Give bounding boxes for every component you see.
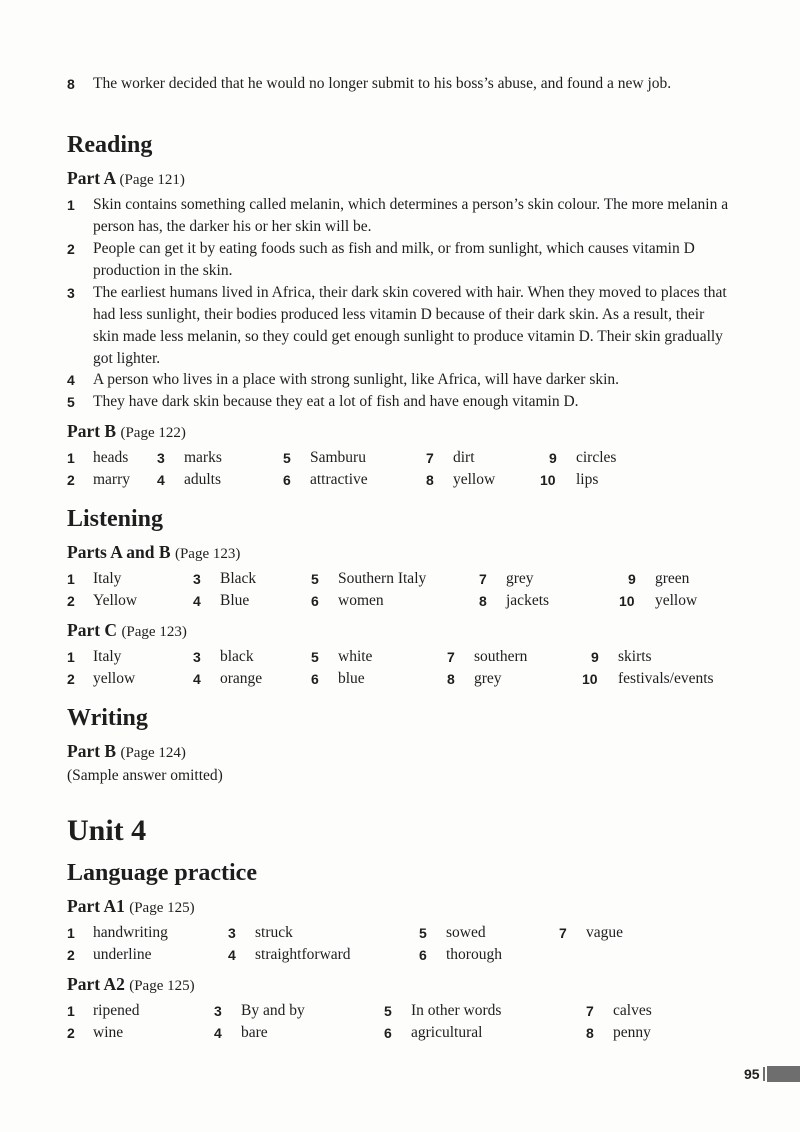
answer-word: Italy [93, 570, 122, 587]
item-number: 2 [67, 472, 75, 488]
part-heading: Parts A and B (Page 123) [67, 542, 241, 562]
item-number: 2 [67, 593, 75, 609]
answer-word: festivals/events [618, 670, 714, 687]
item-number: 7 [426, 450, 434, 466]
answer-word: white [338, 648, 373, 665]
item-number: 1 [67, 649, 75, 665]
item-number: 3 [157, 450, 165, 466]
answer-word: lips [576, 471, 599, 488]
answer-text: People can get it by eating foods such as fish and milk, or from sunlight, which causes vitamin D production in the skin. [93, 240, 695, 279]
item-number: 4 [193, 671, 201, 687]
item-number: 4 [67, 372, 75, 388]
item-number: 7 [586, 1003, 594, 1019]
answer-word: women [338, 592, 384, 609]
answer-text: They have dark skin because they eat a lot of fish and have enough vitamin D. [93, 393, 579, 410]
answer-word: grey [506, 570, 534, 587]
item-number: 6 [311, 593, 319, 609]
item-number: 4 [157, 472, 165, 488]
answer-word: circles [576, 449, 617, 466]
item-number: 5 [283, 450, 291, 466]
answer-word: underline [93, 946, 152, 963]
answer-word: struck [255, 924, 293, 941]
answer-word: grey [474, 670, 502, 687]
item-number: 5 [384, 1003, 392, 1019]
answer-text: The worker decided that he would no longer submit to his boss’s abuse, and found a new job. [93, 75, 672, 92]
answer-word: yellow [453, 471, 496, 488]
item-number: 6 [283, 472, 291, 488]
page-number-bar [767, 1066, 800, 1082]
item-number: 2 [67, 671, 75, 687]
item-number: 5 [311, 649, 319, 665]
answer-word: adults [184, 471, 222, 488]
answer-word: handwriting [93, 924, 168, 941]
item-number: 1 [67, 197, 75, 213]
item-number: 6 [384, 1025, 392, 1041]
part-heading: Part B (Page 124) [67, 741, 186, 761]
item-number: 7 [559, 925, 567, 941]
answer-word: Black [220, 570, 257, 587]
item-number: 7 [447, 649, 455, 665]
item-number: 10 [582, 671, 598, 687]
item-number: 5 [67, 394, 75, 410]
section-heading-listening: Listening [67, 506, 164, 532]
item-number: 9 [549, 450, 557, 466]
answer-word: wine [93, 1024, 124, 1041]
answer-word: green [655, 570, 690, 587]
answer-text: Skin contains something called melanin, which determines a person’s skin colour. The more melanin a person has, the darker his or her skin will be. [93, 196, 729, 235]
answer-word: vague [586, 924, 624, 941]
item-number: 8 [447, 671, 455, 687]
item-number: 1 [67, 925, 75, 941]
item-number: 10 [619, 593, 635, 609]
answer-word: attractive [310, 471, 368, 488]
item-number: 2 [67, 241, 75, 257]
answer-text: A person who lives in a place with strong sunlight, like Africa, will have darker skin. [93, 371, 620, 388]
unit-title: Unit 4 [67, 814, 147, 847]
item-number: 1 [67, 450, 75, 466]
answer-word: thorough [446, 946, 502, 963]
answer-word: By and by [241, 1002, 305, 1019]
answer-word: yellow [655, 592, 698, 609]
answer-word: blue [338, 670, 365, 687]
section-heading-language-practice: Language practice [67, 860, 257, 886]
item-number: 2 [67, 947, 75, 963]
answer-word: orange [220, 670, 263, 687]
item-number: 9 [628, 571, 636, 587]
part-heading: Part B (Page 122) [67, 421, 186, 441]
answer-word: skirts [618, 648, 652, 665]
item-number: 3 [193, 571, 201, 587]
item-number: 8 [67, 76, 75, 92]
answer-word: bare [241, 1024, 268, 1041]
item-number: 8 [586, 1025, 594, 1041]
item-number: 4 [214, 1025, 222, 1041]
page-number: 95 [744, 1066, 760, 1082]
answer-word: dirt [453, 449, 475, 466]
item-number: 3 [193, 649, 201, 665]
answer-word: penny [613, 1024, 651, 1041]
answer-word: Italy [93, 648, 122, 665]
item-number: 8 [479, 593, 487, 609]
answer-word: black [220, 648, 254, 665]
answer-word: jackets [506, 592, 550, 609]
part-heading: Part A (Page 121) [67, 168, 185, 188]
item-number: 2 [67, 1025, 75, 1041]
item-number: 1 [67, 571, 75, 587]
answer-word: marks [184, 449, 222, 466]
item-number: 9 [591, 649, 599, 665]
answer-word: Southern Italy [338, 570, 427, 587]
part-heading: Part A2 (Page 125) [67, 974, 195, 994]
item-number: 4 [193, 593, 201, 609]
answer-word: agricultural [411, 1024, 483, 1041]
answer-word: In other words [411, 1002, 502, 1019]
answer-word: yellow [93, 670, 136, 687]
item-number: 8 [426, 472, 434, 488]
answer-word: heads [93, 449, 129, 466]
sample-answer-note: (Sample answer omitted) [67, 767, 223, 784]
part-heading: Part A1 (Page 125) [67, 896, 195, 916]
answer-text: The earliest humans lived in Africa, their dark skin covered with hair. When they moved to places that had less sunlight, their bodies produced less vitamin D because of their dark skin. As a result, their skin made less melanin, so they could get enough sunlight to produce vitamin D. Their skin gradually got lighter. [93, 284, 727, 367]
page-number-tick [763, 1067, 765, 1081]
item-number: 6 [311, 671, 319, 687]
item-number: 1 [67, 1003, 75, 1019]
answer-word: straightforward [255, 946, 351, 963]
answer-word: ripened [93, 1002, 140, 1019]
item-number: 10 [540, 472, 556, 488]
item-number: 3 [214, 1003, 222, 1019]
item-number: 3 [67, 285, 75, 301]
part-heading: Part C (Page 123) [67, 620, 187, 640]
section-heading-reading: Reading [67, 132, 153, 158]
answer-word: Samburu [310, 449, 366, 466]
item-number: 3 [228, 925, 236, 941]
answer-word: marry [93, 471, 131, 488]
answer-word: sowed [446, 924, 486, 941]
item-number: 7 [479, 571, 487, 587]
answer-word: calves [613, 1002, 652, 1019]
answer-word: Blue [220, 592, 250, 609]
item-number: 4 [228, 947, 236, 963]
answer-word: southern [474, 648, 528, 665]
item-number: 5 [419, 925, 427, 941]
item-number: 6 [419, 947, 427, 963]
answer-word: Yellow [93, 592, 138, 609]
item-number: 5 [311, 571, 319, 587]
section-heading-writing: Writing [67, 705, 148, 731]
